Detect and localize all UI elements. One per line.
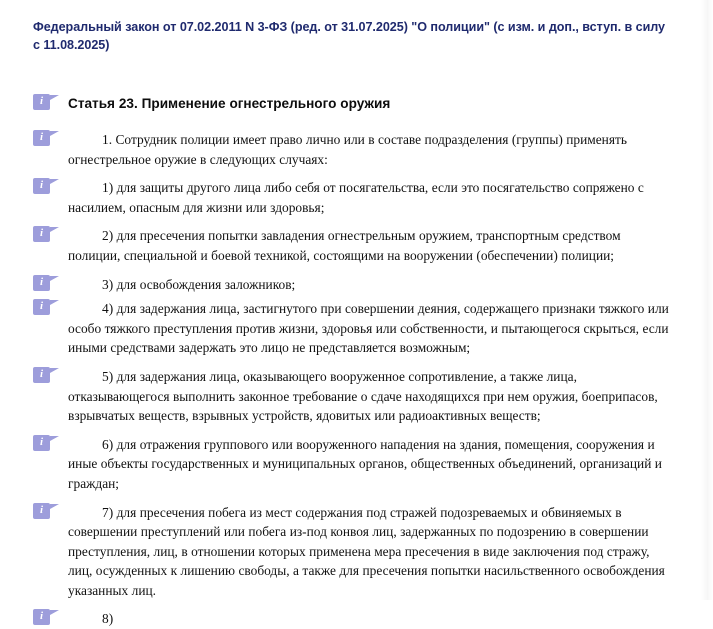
spacer xyxy=(0,426,695,435)
info-note-icon[interactable] xyxy=(33,275,50,291)
paragraph-row xyxy=(0,130,695,169)
info-note-icon-glyph: i xyxy=(39,367,44,380)
paragraph-text: 7) для пресечения побега из мест содержания под стражей подозреваемых и обвиняемых в совершении преступлений или побега из-под конвоя лиц, задержанных по подозрению в совершении преступления, лиц, в отношении которых применена мера пресечения в виде заключения под стражу, лиц, осужденных к лишению свободы, а также для пресечения попытки насильственного освобождения указанных лиц. xyxy=(68,504,665,598)
info-note-icon-glyph: i xyxy=(39,95,44,107)
spacer xyxy=(0,114,695,130)
info-note-icon-glyph: i xyxy=(39,435,44,448)
gutter xyxy=(0,503,68,519)
info-note-icon-glyph: i xyxy=(39,503,44,516)
paragraph-row xyxy=(0,299,695,358)
spacer xyxy=(0,217,695,226)
article-heading: Статья 23. Применение огнестрельного оружия xyxy=(68,96,391,111)
paragraph-text: 1) для защиты другого лица либо себя от посягательства, если это посягательство сопряжено с насилием, опасным для жизни или здоровья; xyxy=(68,180,644,215)
gutter xyxy=(0,275,68,291)
paragraph-row xyxy=(0,275,695,295)
gutter xyxy=(0,94,68,110)
paragraph-row xyxy=(0,435,695,494)
info-note-icon[interactable] xyxy=(33,435,50,451)
paragraph-row xyxy=(0,178,695,217)
paragraph-row xyxy=(0,226,695,265)
article-body xyxy=(0,70,713,629)
spacer xyxy=(0,494,695,503)
info-note-icon-glyph: i xyxy=(39,275,44,288)
info-note-icon[interactable] xyxy=(33,94,50,110)
gutter xyxy=(0,435,68,451)
info-note-icon-glyph: i xyxy=(39,179,44,192)
document-title: Федеральный закон от 07.02.2011 N 3-ФЗ (ред. от 31.07.2025) "О полиции" (с изм. и доп., вступ. в силу с 11.08.2025) xyxy=(33,20,666,52)
spacer xyxy=(0,169,695,178)
info-note-icon[interactable] xyxy=(33,503,50,519)
info-note-icon[interactable] xyxy=(33,299,50,315)
gutter xyxy=(0,367,68,383)
paragraph-row xyxy=(0,503,695,601)
article-heading-row xyxy=(0,94,695,114)
gutter xyxy=(0,226,68,242)
spacer xyxy=(0,358,695,367)
info-note-icon-glyph: i xyxy=(39,227,44,240)
gutter xyxy=(0,609,68,625)
info-note-icon-glyph: i xyxy=(39,131,44,143)
paragraph-text: 4) для задержания лица, застигнутого при совершении деяния, содержащего признаки тяжкого или особо тяжкого преступления против жизни, здоровья или собственности, и пытающегося скрыться, если иными средствами задержать это лицо не представляется возможным; xyxy=(68,301,669,356)
paragraph-text: 5) для задержания лица, оказывающего вооруженное сопротивление, а также лица, отказывающегося выполнить законное требование о сдаче находящихся при нем оружия, боеприпасов, взрывчатых веществ, взрывных устройств, ядовитых или радиоактивных веществ; xyxy=(68,368,658,424)
info-note-icon[interactable] xyxy=(33,226,50,242)
paragraph-text: 3) для освобождения заложников; xyxy=(102,276,296,292)
info-note-icon-glyph: i xyxy=(39,610,44,623)
gutter xyxy=(0,299,68,315)
paragraph-row xyxy=(0,367,695,426)
paragraph-row-partial xyxy=(0,609,695,629)
info-note-icon[interactable] xyxy=(33,367,50,383)
spacer xyxy=(0,70,695,94)
spacer xyxy=(0,600,695,609)
info-note-icon[interactable] xyxy=(33,609,50,625)
info-note-icon[interactable] xyxy=(33,178,50,194)
paragraph-text: 8) xyxy=(102,611,114,627)
paragraph-text: 6) для отражения группового или вооруженного нападения на здания, помещения, сооружения и иные объекты государственных и муниципальных органов, общественных объединений, организаций и граждан; xyxy=(68,436,662,491)
paragraph-text: 1. Сотрудник полиции имеет право лично или в составе подразделения (группы) применять огнестрельное оружие в следующих случаях: xyxy=(68,132,627,167)
info-note-icon[interactable] xyxy=(33,130,50,146)
spacer xyxy=(0,266,695,275)
paragraph-text: 2) для пресечения попытки завладения огнестрельным оружием, транспортным средством полиции, специальной и боевой техникой, состоящими на вооружении (обеспечении) полиции; xyxy=(68,228,621,263)
gutter xyxy=(0,178,68,194)
gutter xyxy=(0,130,68,146)
info-note-icon-glyph: i xyxy=(39,300,44,313)
